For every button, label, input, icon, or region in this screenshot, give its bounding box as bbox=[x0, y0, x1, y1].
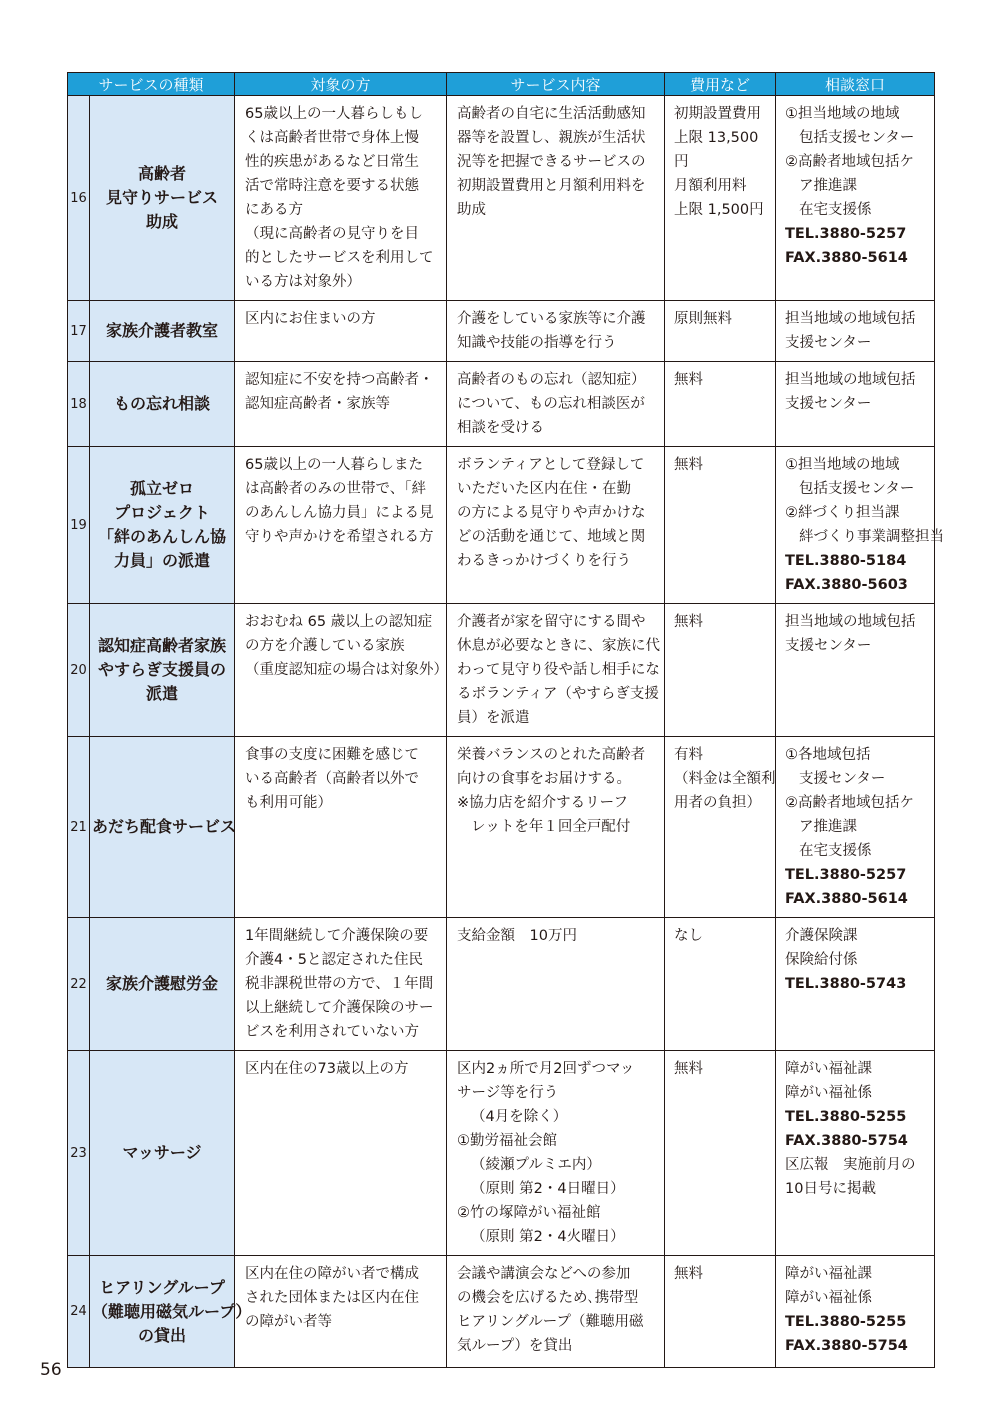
cost-cell bbox=[665, 362, 776, 447]
row-number: 18 bbox=[68, 362, 90, 447]
target-line: くは高齢者世帯で身体上慢 bbox=[245, 130, 420, 146]
contact-line: ①担当地域の地域 bbox=[785, 106, 900, 122]
content-line: 器等を設置し、親族が生活状 bbox=[457, 130, 646, 146]
target-line: 税非課税世帯の方で、１年間 bbox=[245, 976, 434, 992]
target-line: （重度認知症の場合は対象外） bbox=[245, 662, 449, 678]
content-line: レットを年１回全戸配付 bbox=[471, 819, 631, 835]
contact-cell bbox=[776, 737, 935, 918]
target-line: （現に高齢者の見守りを目 bbox=[245, 226, 420, 242]
contact-line: 包括支援センター bbox=[799, 481, 915, 497]
target-cell bbox=[235, 737, 447, 918]
cost-line: 初期設置費用 bbox=[674, 106, 762, 122]
cost-line: 無料 bbox=[674, 1266, 704, 1282]
content-line: （4月を除く） bbox=[471, 1109, 568, 1125]
target-line: 区内にお住まいの方 bbox=[245, 311, 376, 327]
target-cell bbox=[235, 1256, 447, 1368]
content-line: ②竹の塚障がい福祉館 bbox=[457, 1205, 601, 1221]
content-line: 向けの食事をお届けする。 bbox=[457, 771, 632, 787]
content-line: 支給金額 10万円 bbox=[457, 928, 577, 944]
cost-line: 上限 1,500円 bbox=[674, 202, 764, 218]
target-line: いる高齢者（高齢者以外で bbox=[245, 771, 420, 787]
name-line: プロジェクト bbox=[114, 503, 210, 522]
content-cell bbox=[447, 96, 665, 301]
contact-line: 障がい福祉係 bbox=[785, 1290, 873, 1306]
contact-line: 絆づくり事業調整担当 bbox=[799, 529, 945, 545]
content-line: 休息が必要なときに、家族に代 bbox=[457, 638, 661, 654]
target-line: 性的疾患があるなど日常生 bbox=[245, 154, 420, 170]
table-header-row bbox=[68, 73, 935, 96]
content-line: 介護をしている家族等に介護 bbox=[457, 311, 646, 327]
name-line: もの忘れ相談 bbox=[114, 394, 211, 413]
name-line: やすらぎ支援員の bbox=[98, 660, 227, 679]
cost-cell bbox=[665, 918, 776, 1051]
contact-line: FAX.3880-5603 bbox=[785, 577, 908, 593]
target-line: は高齢者のみの世帯で、「絆 bbox=[245, 481, 426, 497]
cost-cell bbox=[665, 96, 776, 301]
content-line: いただいた区内在住・在勤 bbox=[457, 481, 632, 497]
target-cell bbox=[235, 96, 447, 301]
contact-line: FAX.3880-5614 bbox=[785, 250, 908, 266]
target-line: 認知症に不安を持つ高齢者・ bbox=[245, 372, 434, 388]
table-row bbox=[68, 1051, 935, 1256]
service-table bbox=[67, 72, 945, 1368]
target-line: 的としたサービスを利用して bbox=[245, 250, 434, 266]
contact-cell bbox=[776, 1051, 935, 1256]
contact-cell bbox=[776, 918, 935, 1051]
service-name-cell bbox=[90, 1051, 235, 1256]
content-cell bbox=[447, 604, 665, 737]
content-line: 高齢者の自宅に生活活動感知 bbox=[457, 106, 646, 122]
target-line: 認知症高齢者・家族等 bbox=[245, 396, 391, 412]
service-name-cell bbox=[90, 737, 235, 918]
content-cell bbox=[447, 1256, 665, 1368]
row-number: 23 bbox=[68, 1051, 90, 1256]
service-name-cell bbox=[90, 918, 235, 1051]
contact-line: ア推進課 bbox=[799, 819, 858, 835]
cost-line: （料金は全額利 bbox=[674, 771, 776, 787]
cost-line: 月額利用料 bbox=[674, 178, 747, 194]
target-line: 区内在住の障がい者で構成 bbox=[245, 1266, 420, 1282]
content-line: 相談を受ける bbox=[457, 420, 545, 436]
name-line: （難聴用磁気ループ） bbox=[92, 1301, 252, 1321]
contact-line: 介護保険課 bbox=[785, 928, 858, 944]
target-line: 以上継続して介護保険のサー bbox=[245, 1000, 434, 1016]
contact-line: 支援センター bbox=[799, 771, 886, 787]
table-row bbox=[68, 1256, 935, 1368]
content-line: ヒアリングループ（難聴用磁 bbox=[457, 1314, 644, 1330]
contact-line: ②絆づくり担当課 bbox=[785, 505, 900, 521]
service-name-cell bbox=[90, 96, 235, 301]
table-row bbox=[68, 362, 935, 447]
name-line: 認知症高齢者家族 bbox=[98, 636, 227, 655]
target-cell bbox=[235, 918, 447, 1051]
service-name-cell bbox=[90, 604, 235, 737]
page-number: 56 bbox=[40, 1360, 62, 1380]
target-line: の障がい者等 bbox=[245, 1314, 333, 1330]
contact-line: TEL.3880-5743 bbox=[785, 976, 907, 992]
name-line: 家族介護慰労金 bbox=[106, 974, 219, 993]
contact-cell bbox=[776, 301, 935, 362]
target-line: 守りや声かけを希望される方 bbox=[245, 529, 434, 545]
cost-line: 有料 bbox=[674, 747, 704, 763]
content-cell bbox=[447, 447, 665, 604]
table-row bbox=[68, 447, 935, 604]
cost-line: 無料 bbox=[674, 457, 704, 473]
contact-line: TEL.3880-5184 bbox=[785, 553, 907, 569]
name-line: 孤立ゼロ bbox=[130, 479, 195, 498]
name-line: 家族介護者教室 bbox=[106, 321, 219, 340]
content-line: わるきっかけづくりを行う bbox=[457, 553, 632, 569]
content-cell bbox=[447, 362, 665, 447]
target-line: も利用可能） bbox=[245, 795, 333, 811]
header-contact: 相談窓口 bbox=[776, 73, 935, 96]
cost-line: 円 bbox=[674, 154, 689, 170]
table-row bbox=[68, 737, 935, 918]
row-number: 20 bbox=[68, 604, 90, 737]
row-number: 16 bbox=[68, 96, 90, 301]
target-line: のあんしん協力員」による見 bbox=[245, 505, 434, 521]
cost-cell bbox=[665, 604, 776, 737]
content-line: 区内2ヵ所で月2回ずつマッ bbox=[457, 1061, 635, 1077]
contact-line: 障がい福祉課 bbox=[785, 1061, 873, 1077]
name-line: 派遣 bbox=[146, 684, 179, 703]
name-line: あだち配食サービス bbox=[92, 817, 237, 836]
content-line: ボランティアとして登録して bbox=[457, 457, 645, 473]
cost-cell bbox=[665, 301, 776, 362]
contact-line: 在宅支援係 bbox=[799, 202, 872, 218]
content-line: 介護者が家を留守にする間や bbox=[457, 614, 646, 630]
service-name-cell bbox=[90, 301, 235, 362]
content-line: 助成 bbox=[457, 202, 487, 218]
contact-cell bbox=[776, 447, 945, 604]
contact-line: 10日号に掲載 bbox=[785, 1181, 876, 1197]
contact-cell bbox=[776, 1256, 935, 1368]
target-line: にある方 bbox=[245, 202, 304, 218]
contact-line: 保険給付係 bbox=[785, 952, 858, 968]
target-cell bbox=[235, 362, 447, 447]
name-line: の貸出 bbox=[138, 1325, 187, 1345]
cost-line: 無料 bbox=[674, 1061, 704, 1077]
contact-line: ②高齢者地域包括ケ bbox=[785, 154, 915, 170]
cost-cell bbox=[665, 1256, 776, 1368]
contact-line: 担当地域の地域包括 bbox=[785, 372, 916, 388]
contact-line: 支援センター bbox=[785, 638, 872, 654]
header-target: 対象の方 bbox=[235, 73, 447, 96]
target-line: 65歳以上の一人暮らしまた bbox=[245, 457, 423, 473]
content-line: るボランティア（やすらぎ支援 bbox=[457, 686, 659, 702]
content-line: （綾瀬プルミエ内） bbox=[471, 1157, 601, 1173]
content-line: （原則 第2・4火曜日） bbox=[471, 1229, 625, 1245]
target-line: 活で常時注意を要する状態 bbox=[245, 178, 420, 194]
contact-cell bbox=[776, 96, 935, 301]
content-line: について、もの忘れ相談医が bbox=[457, 396, 645, 412]
target-line: 食事の支度に困難を感じて bbox=[245, 747, 420, 763]
content-cell bbox=[447, 737, 665, 918]
header-service-type: サービスの種類 bbox=[68, 73, 235, 96]
service-name-cell bbox=[90, 447, 235, 604]
cost-line: 原則無料 bbox=[674, 311, 733, 327]
contact-line: 支援センター bbox=[785, 335, 872, 351]
content-line: 会議や講演会などへの参加 bbox=[457, 1266, 631, 1282]
contact-line: TEL.3880-5257 bbox=[785, 226, 907, 242]
row-number: 21 bbox=[68, 737, 90, 918]
name-line: ヒアリングループ bbox=[99, 1277, 225, 1297]
content-line: 知識や技能の指導を行う bbox=[457, 335, 617, 351]
content-line: 況等を把握できるサービスの bbox=[457, 154, 646, 170]
content-cell bbox=[447, 918, 665, 1051]
content-cell bbox=[447, 301, 665, 362]
cost-cell bbox=[665, 1051, 776, 1256]
target-line: おおむね 65 歳以上の認知症 bbox=[245, 614, 433, 630]
cost-line: 無料 bbox=[674, 614, 704, 630]
target-cell bbox=[235, 447, 447, 604]
target-line: の方を介護している家族 bbox=[245, 638, 405, 654]
contact-line: 担当地域の地域包括 bbox=[785, 614, 916, 630]
content-line: ①勤労福祉会館 bbox=[457, 1133, 558, 1149]
contact-line: ①各地域包括 bbox=[785, 747, 871, 763]
target-line: ビスを利用されていない方 bbox=[245, 1024, 420, 1040]
content-line: の機会を広げるため､携帯型 bbox=[457, 1290, 639, 1306]
content-line: 員）を派遣 bbox=[457, 710, 530, 726]
row-number: 24 bbox=[68, 1256, 90, 1368]
row-number: 19 bbox=[68, 447, 90, 604]
contact-line: ①担当地域の地域 bbox=[785, 457, 900, 473]
name-line: 助成 bbox=[146, 212, 179, 231]
contact-line: 担当地域の地域包括 bbox=[785, 311, 916, 327]
name-line: マッサージ bbox=[122, 1143, 202, 1162]
name-line: 高齢者 bbox=[138, 164, 187, 183]
name-line: 見守りサービス bbox=[106, 188, 219, 207]
content-line: ※協力店を紹介するリーフ bbox=[457, 795, 628, 811]
content-line: 初期設置費用と月額利用料を bbox=[457, 178, 646, 194]
table-row bbox=[68, 918, 935, 1051]
target-cell bbox=[235, 604, 447, 737]
row-number: 22 bbox=[68, 918, 90, 1051]
cost-cell bbox=[665, 737, 776, 918]
contact-line: TEL.3880-5257 bbox=[785, 867, 907, 883]
target-cell bbox=[235, 301, 447, 362]
target-cell bbox=[235, 1051, 447, 1256]
target-line: 1年間継続して介護保険の要 bbox=[245, 928, 429, 944]
service-name-cell bbox=[90, 362, 235, 447]
cost-line: 用者の負担） bbox=[674, 795, 762, 811]
name-line: 「絆のあんしん協 bbox=[98, 527, 227, 546]
contact-line: TEL.3880-5255 bbox=[785, 1109, 907, 1125]
target-line: 65歳以上の一人暮らしもし bbox=[245, 106, 423, 122]
target-line: いる方は対象外） bbox=[245, 274, 362, 290]
target-line: 介護4・5と認定された住民 bbox=[245, 952, 423, 968]
contact-line: 障がい福祉係 bbox=[785, 1085, 873, 1101]
contact-cell bbox=[776, 604, 935, 737]
service-name-cell bbox=[90, 1256, 252, 1368]
content-line: （原則 第2・4日曜日） bbox=[471, 1181, 625, 1197]
cost-line: 無料 bbox=[674, 372, 704, 388]
contact-line: TEL.3880-5255 bbox=[785, 1314, 907, 1330]
row-number: 17 bbox=[68, 301, 90, 362]
contact-line: 障がい福祉課 bbox=[785, 1266, 873, 1282]
name-line: 力員」の派遣 bbox=[114, 551, 211, 570]
contact-line: FAX.3880-5754 bbox=[785, 1338, 908, 1354]
content-line: の方による見守りや声かけな bbox=[457, 505, 646, 521]
content-line: どの活動を通じて、地域と関 bbox=[457, 529, 646, 545]
content-line: わって見守り役や話し相手にな bbox=[457, 662, 660, 678]
target-line: 区内在住の73歳以上の方 bbox=[245, 1061, 409, 1077]
contact-line: 在宅支援係 bbox=[799, 843, 872, 859]
contact-line: 支援センター bbox=[785, 396, 872, 412]
table-row bbox=[68, 604, 935, 737]
cost-line: 上限 13,500 bbox=[674, 130, 759, 146]
contact-line: 包括支援センター bbox=[799, 130, 915, 146]
content-cell bbox=[447, 1051, 665, 1256]
contact-line: FAX.3880-5754 bbox=[785, 1133, 908, 1149]
contact-cell bbox=[776, 362, 935, 447]
target-line: された団体または区内在住 bbox=[245, 1290, 420, 1306]
table-row bbox=[68, 96, 935, 301]
contact-line: ア推進課 bbox=[799, 178, 858, 194]
header-cost: 費用など bbox=[665, 73, 776, 96]
contact-line: 区広報 実施前月の bbox=[785, 1157, 916, 1173]
cost-cell bbox=[665, 447, 776, 604]
header-service-content: サービス内容 bbox=[447, 73, 665, 96]
table-row bbox=[68, 301, 935, 362]
contact-line: FAX.3880-5614 bbox=[785, 891, 908, 907]
content-line: サージ等を行う bbox=[457, 1085, 559, 1101]
cost-line: なし bbox=[674, 928, 704, 944]
content-line: 気ループ）を貸出 bbox=[457, 1338, 573, 1354]
content-line: 高齢者のもの忘れ（認知症） bbox=[457, 372, 646, 388]
content-line: 栄養バランスのとれた高齢者 bbox=[457, 747, 646, 763]
contact-line: ②高齢者地域包括ケ bbox=[785, 795, 915, 811]
